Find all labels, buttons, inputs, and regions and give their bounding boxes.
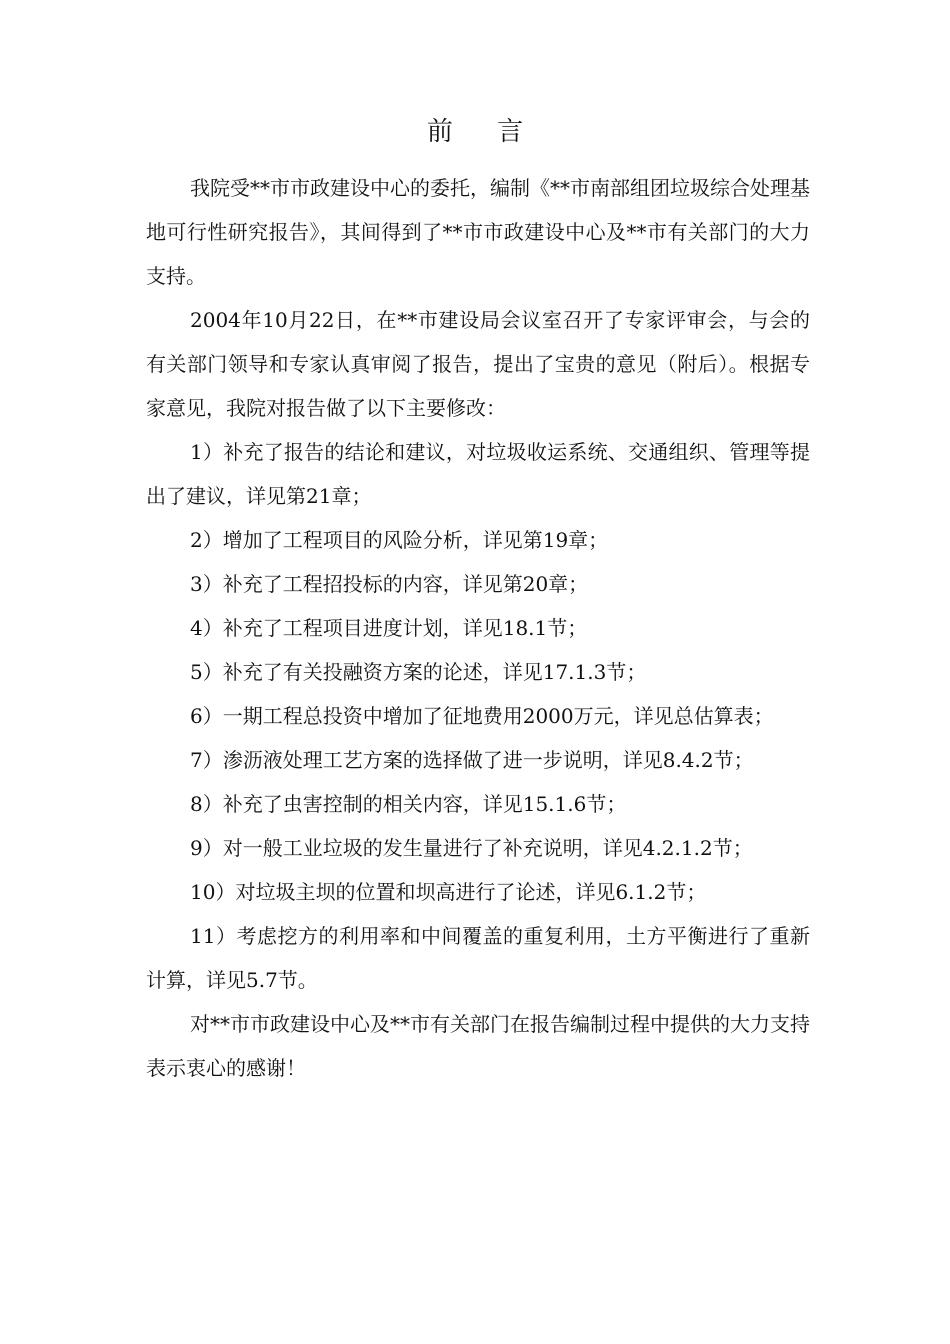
revision-item-4: 4）补充了工程项目进度计划，详见18.1节； [190, 616, 588, 640]
revision-item-11: 11）考虑挖方的利用率和中间覆盖的重复利用，土方平衡进行了重新计算，详见5.7节。 [146, 924, 810, 992]
paragraph-review: 2004年10月22日，在**市建设局会议室召开了专家评审会，与会的有关部门领导和专家认真审阅了报告，提出了宝贵的意见（附后）。根据专家意见，我院对报告做了以下主要修改： [146, 308, 810, 420]
revision-item-10: 10）对垃圾主坝的位置和坝高进行了论述，详见6.1.2节； [190, 880, 707, 904]
revision-item-5: 5）补充了有关投融资方案的论述，详见17.1.3节； [190, 660, 647, 684]
revision-item-2: 2）增加了工程项目的风险分析，详见第19章； [190, 528, 609, 552]
preface-body [146, 166, 810, 1090]
revision-item-9: 9）对一般工业垃圾的发生量进行了补充说明，详见4.2.1.2节； [190, 836, 753, 860]
revision-item-6: 6）一期工程总投资中增加了征地费用2000万元，详见总估算表； [190, 704, 774, 728]
page-title: 前 言 [426, 117, 542, 147]
paragraph-thanks: 对**市市政建设中心及**市有关部门在报告编制过程中提供的大力支持表示衷心的感谢！ [146, 1012, 810, 1080]
revision-item-3: 3）补充了工程招投标的内容，详见第20章； [190, 572, 589, 596]
revision-item-1: 1）补充了报告的结论和建议，对垃圾收运系统、交通组织、管理等提出了建议，详见第21章； [146, 440, 810, 508]
revision-item-7: 7）渗沥液处理工艺方案的选择做了进一步说明，详见8.4.2节； [190, 748, 754, 772]
revision-item-8: 8）补充了虫害控制的相关内容，详见15.1.6节； [190, 792, 627, 816]
paragraph-intro: 我院受**市市政建设中心的委托，编制《**市南部组团垃圾综合处理基地可行性研究报告》，其间得到了**市市政建设中心及**市有关部门的大力支持。 [146, 176, 810, 288]
